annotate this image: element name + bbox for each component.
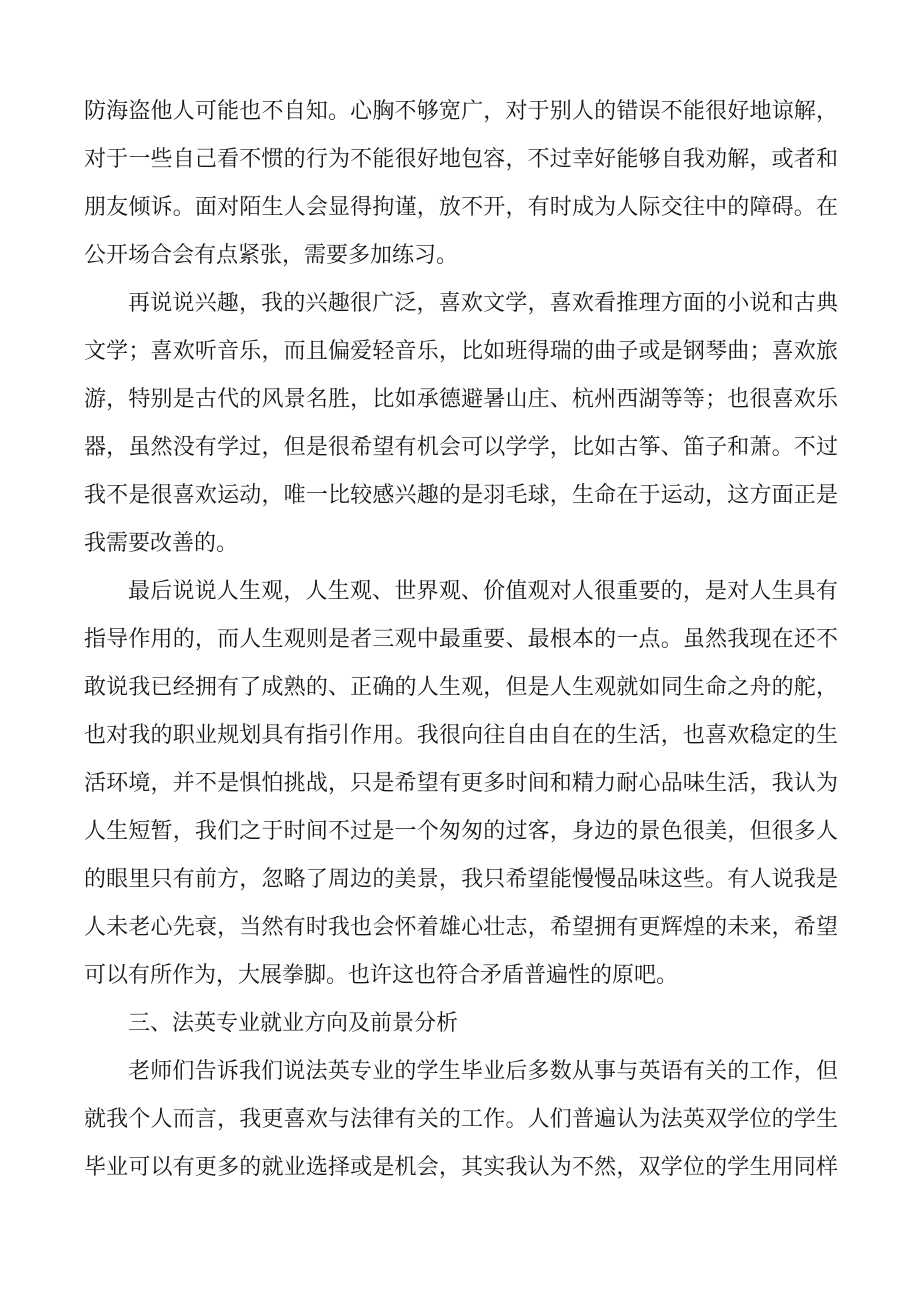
text-line: 朋友倾诉。面对陌生人会显得拘谨，放不开，有时成为人际交往中的障碍。在: [84, 194, 838, 219]
text-line: 防海盗他人可能也不自知。心胸不够宽广，对于别人的错误不能很好地谅解，: [84, 98, 838, 123]
text-line: 对于一些自己看不惯的行为不能很好地包容，不过幸好能够自我劝解，或者和: [84, 146, 838, 171]
text-line: 文学；喜欢听音乐，而且偏爱轻音乐，比如班得瑞的曲子或是钢琴曲；喜欢旅: [84, 338, 838, 363]
text-line: 公开场合会有点紧张，需要多加练习。: [84, 242, 459, 267]
text-line: 就我个人而言，我更喜欢与法律有关的工作。人们普遍认为法英双学位的学生: [84, 1106, 838, 1131]
body-paragraph: [84, 87, 838, 279]
body-paragraph: [84, 1047, 838, 1191]
section-heading: [84, 999, 838, 1047]
text-line: 敢说我已经拥有了成熟的、正确的人生观，但是人生观就如同生命之舟的舵，: [84, 674, 838, 699]
text-line: 再说说兴趣，我的兴趣很广泛，喜欢文学，喜欢看推理方面的小说和古典: [128, 290, 838, 315]
text-line: 的眼里只有前方，忽略了周边的美景，我只希望能慢慢品味这些。有人说我是: [84, 866, 838, 891]
text-line: 也对我的职业规划具有指引作用。我很向往自由自在的生活，也喜欢稳定的生: [84, 722, 838, 747]
text-line: 三、法英专业就业方向及前景分析: [128, 1010, 459, 1035]
text-line: 人未老心先衰，当然有时我也会怀着雄心壮志，希望拥有更辉煌的未来，希望: [84, 914, 838, 939]
text-line: 指导作用的，而人生观则是者三观中最重要、最根本的一点。虽然我现在还不: [84, 626, 838, 651]
text-line: 我需要改善的。: [84, 530, 239, 555]
text-line: 最后说说人生观，人生观、世界观、价值观对人很重要的，是对人生具有: [128, 578, 838, 603]
text-line: 我不是很喜欢运动，唯一比较感兴趣的是羽毛球，生命在于运动，这方面正是: [84, 482, 838, 507]
text-line: 器，虽然没有学过，但是很希望有机会可以学学，比如古筝、笛子和萧。不过: [84, 434, 838, 459]
text-line: 毕业可以有更多的就业选择或是机会，其实我认为不然，双学位的学生用同样: [84, 1154, 838, 1179]
text-line: 人生短暂，我们之于时间不过是一个匆匆的过客，身边的景色很美，但很多人: [84, 818, 838, 843]
text-line: 可以有所作为，大展拳脚。也许这也符合矛盾普遍性的原吧。: [84, 962, 679, 987]
document-content: [84, 87, 838, 1191]
text-line: 游，特别是古代的风景名胜，比如承德避暑山庄、杭州西湖等等；也很喜欢乐: [84, 386, 838, 411]
body-paragraph: [84, 279, 838, 567]
text-line: 活环境，并不是惧怕挑战，只是希望有更多时间和精力耐心品味生活，我认为: [84, 770, 838, 795]
text-line: 老师们告诉我们说法英专业的学生毕业后多数从事与英语有关的工作，但: [128, 1058, 838, 1083]
body-paragraph: [84, 567, 838, 999]
